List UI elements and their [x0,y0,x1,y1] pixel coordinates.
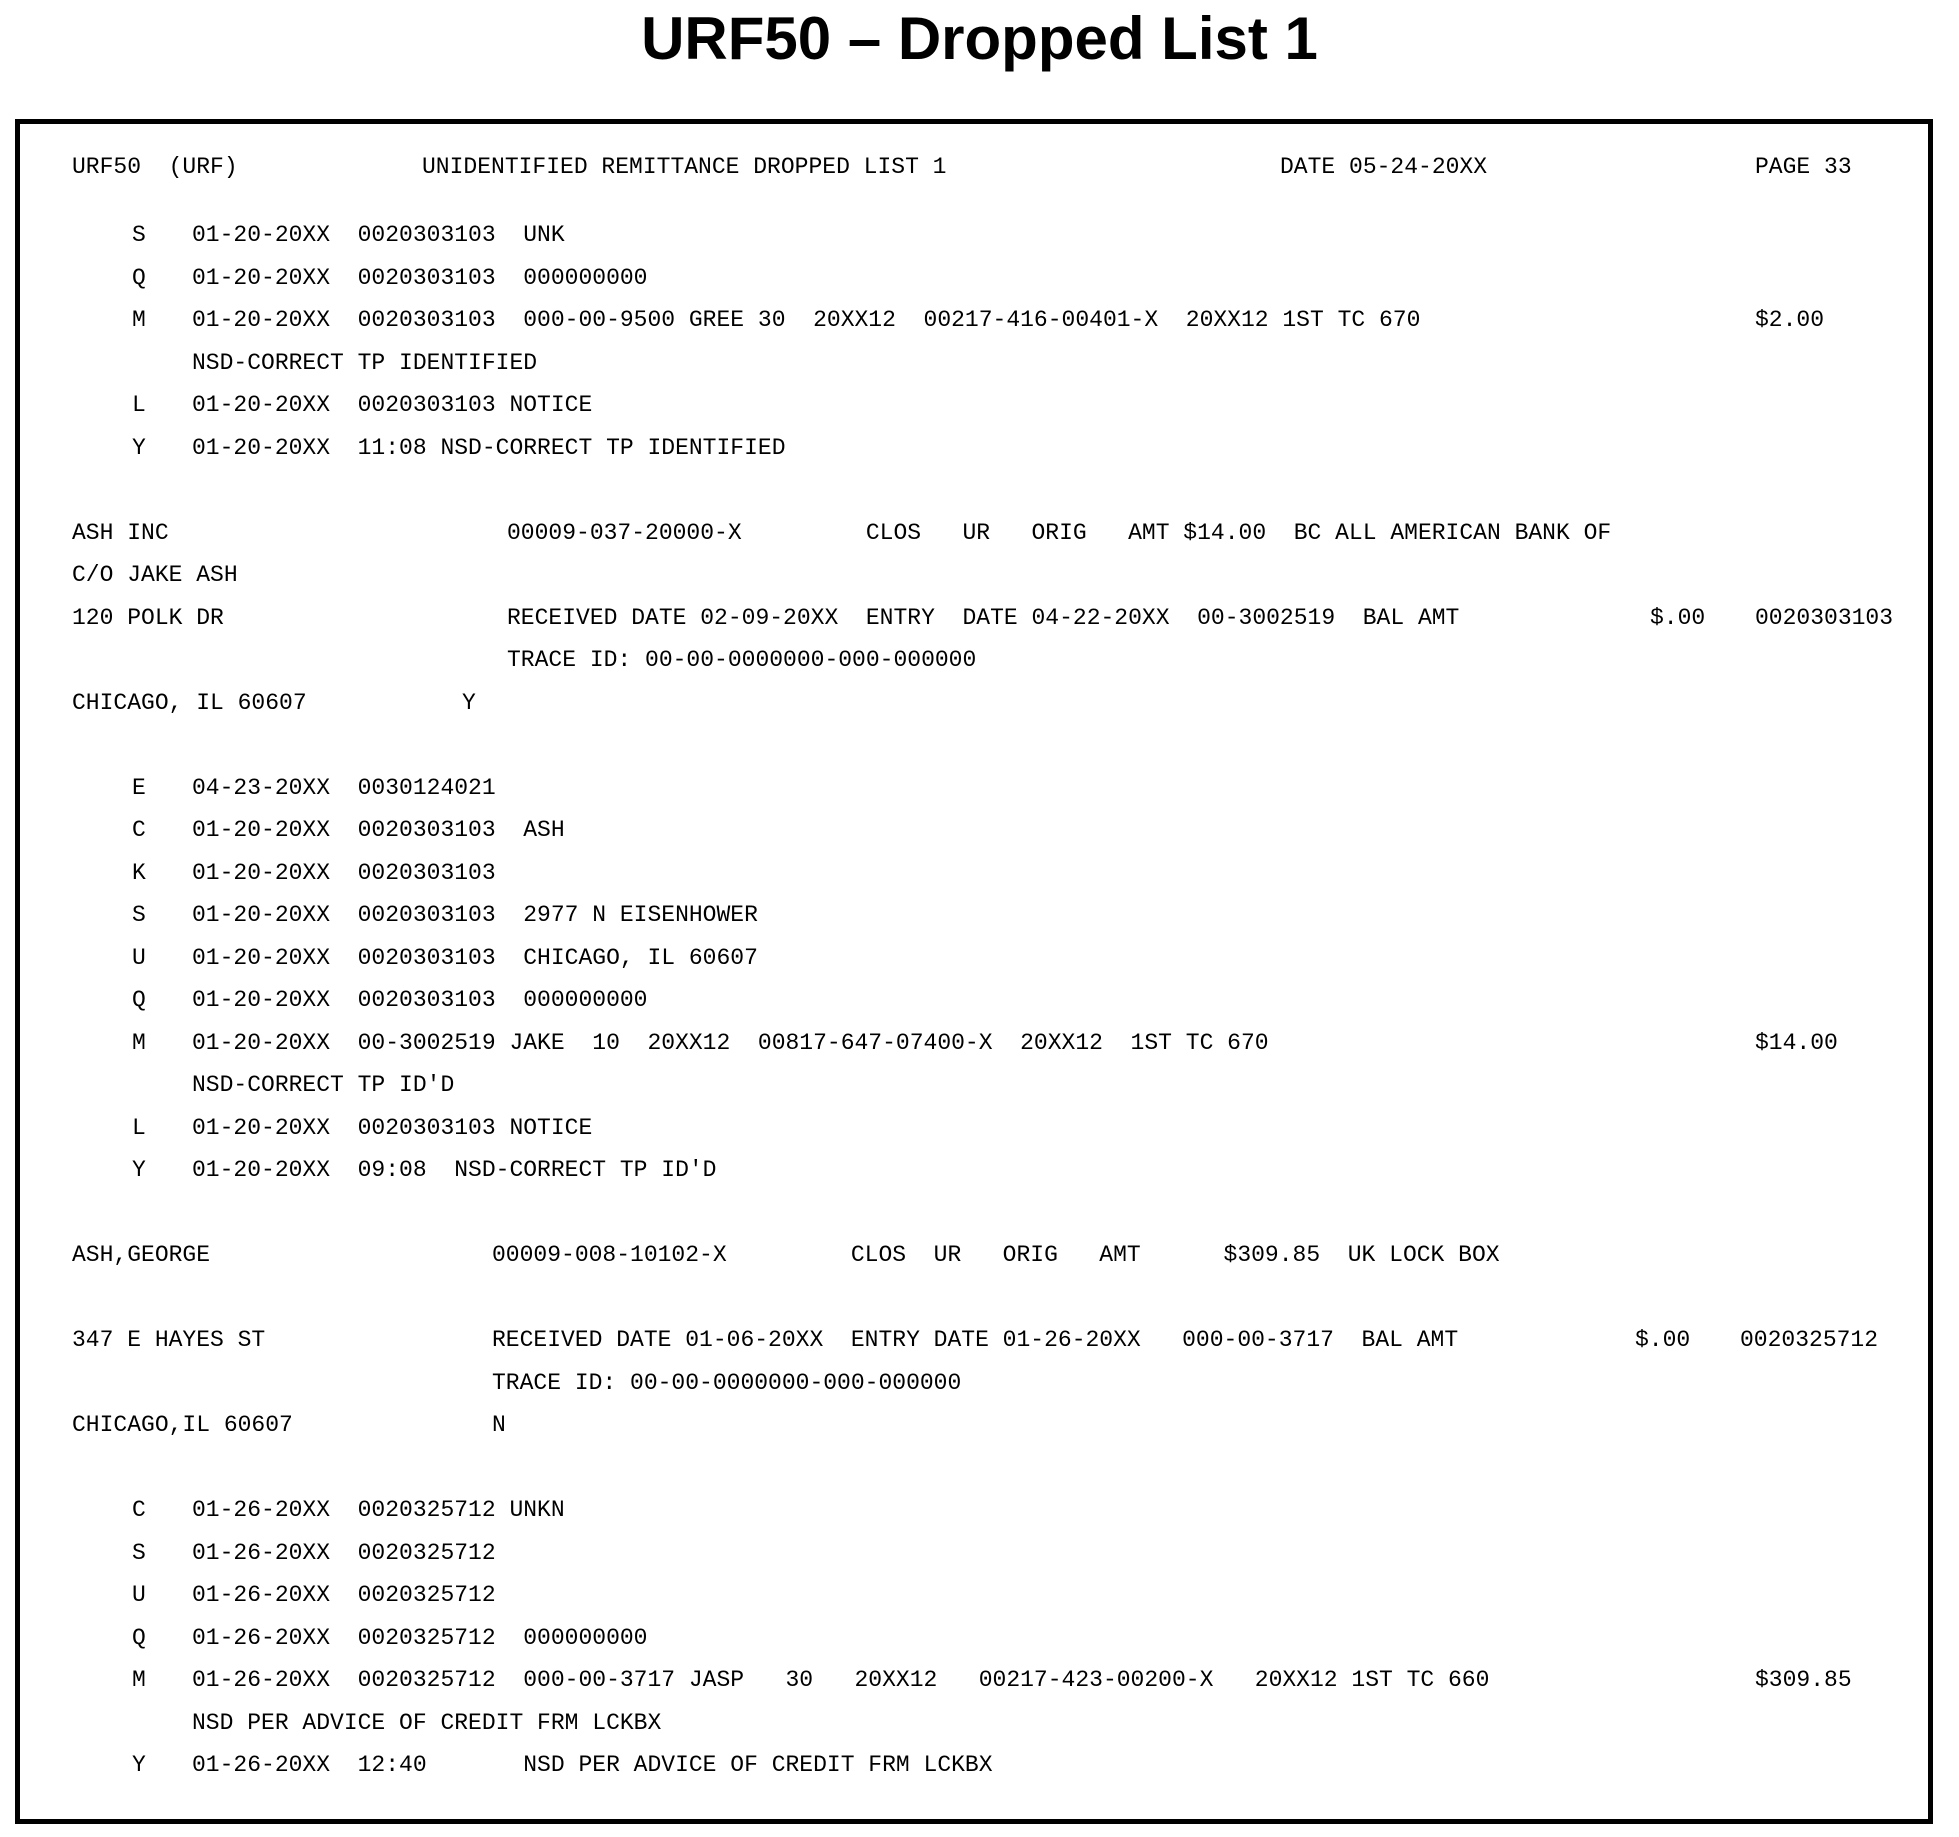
report-line [20,342,1928,384]
report-line [20,512,1928,554]
report-field: S [132,222,146,248]
report-field: 01-20-20XX 0020303103 CHICAGO, IL 60607 [192,944,758,971]
report-line [20,1404,1928,1446]
report-line [20,979,1928,1021]
report-line [20,767,1928,809]
report-field: 01-20-20XX 09:08 NSD-CORRECT TP ID'D [192,1157,717,1183]
report-field: Y [462,689,476,716]
report-field: 00009-037-20000-X CLOS UR ORIG AMT $14.00 BC ALL AMERICAN BANK OF [507,519,1612,546]
report-field: 01-26-20XX 0020325712 [192,1539,496,1566]
report-field: Y [132,1157,146,1183]
report-line [20,384,1928,426]
report-field: Q [132,264,146,291]
report-field: M [132,307,146,333]
report-field: 0020325712 [1740,1327,1879,1353]
report-line [20,1532,1928,1574]
report-field: CHICAGO,IL 60607 [72,1412,293,1438]
report-field: Y [132,1752,146,1778]
report-field: 120 POLK DR [72,604,224,631]
report-field: ASH INC [72,519,169,546]
report-field: L [132,1114,146,1141]
report-line [20,554,1928,596]
report-line [20,1362,1928,1404]
report-line [20,1744,1928,1786]
report-line [20,427,1928,469]
report-field: E [132,774,146,801]
report-lines [20,124,1928,1819]
report-field: 01-20-20XX 11:08 NSD-CORRECT TP IDENTIFIED [192,434,786,461]
report-field: N [492,1412,506,1438]
report-field: 01-26-20XX 0020325712 000000000 [192,1624,648,1651]
report-field: U [132,944,146,971]
report-line [20,1319,1928,1361]
report-field: NSD-CORRECT TP IDENTIFIED [192,349,538,376]
report-field: K [132,859,146,886]
report-line [20,1617,1928,1659]
report-field: 01-26-20XX 0020325712 000-00-3717 JASP 30 20XX12 00217-423-00200-X 20XX12 1ST TC 660 [192,1667,1490,1693]
report-field: 01-20-20XX 0020303103 ASH [192,817,565,843]
report-line [20,937,1928,979]
report-field: 01-26-20XX 0020325712 UNKN [192,1497,565,1523]
report-field: 01-20-20XX 0020303103 NOTICE [192,1114,593,1141]
report-line [20,1489,1928,1531]
report-line [20,639,1928,681]
report-field: TRACE ID: 00-00-0000000-000-000000 [507,647,977,673]
report-field: NSD-CORRECT TP ID'D [192,1072,455,1098]
report-field: C [132,1497,146,1523]
report-field: ASH,GEORGE [72,1242,211,1268]
report-line [20,1234,1928,1276]
page-title: URF50 – Dropped List 1 [641,5,1318,72]
report-line [20,1107,1928,1149]
report-field: M [132,1667,146,1693]
report-field: C/O JAKE ASH [72,562,238,588]
report-field: RECEIVED DATE 01-06-20XX ENTRY DATE 01-26-20XX 000-00-3717 BAL AMT [492,1327,1459,1353]
report-line [20,1149,1928,1191]
report-field: CHICAGO, IL 60607 [72,689,307,716]
report-line [20,257,1928,299]
report-field: RECEIVED DATE 02-09-20XX ENTRY DATE 04-22-20XX 00-3002519 BAL AMT [507,604,1460,631]
report-line [20,1064,1928,1106]
report-line [20,299,1928,341]
report-field: 01-26-20XX 0020325712 [192,1582,496,1608]
report-line [20,1022,1928,1064]
report-field: $2.00 [1755,307,1825,333]
report-field: 01-20-20XX 00-3002519 JAKE 10 20XX12 00817-647-07400-X 20XX12 1ST TC 670 [192,1029,1269,1056]
report-field: DATE 05-24-20XX [1280,154,1488,180]
report-field: Q [132,987,146,1013]
report-field: 01-20-20XX 0020303103 [192,859,496,886]
report-field: S [132,1539,146,1566]
report-field: 01-20-20XX 0020303103 NOTICE [192,392,593,418]
report-field: M [132,1029,146,1056]
report-line [20,682,1928,724]
report-field: 01-20-20XX 0020303103 000000000 [192,987,648,1013]
report-line [20,1659,1928,1701]
report-frame [15,119,1933,1824]
report-line [20,809,1928,851]
report-field: URF50 (URF) [72,154,238,180]
report-field: 347 E HAYES ST [72,1327,266,1353]
report-field: 00009-008-10102-X CLOS UR ORIG AMT $309.85 UK LOCK BOX [492,1242,1500,1268]
report-field: C [132,817,146,843]
report-line [20,214,1928,256]
report-field: 01-20-20XX 0020303103 2977 N EISENHOWER [192,902,758,928]
report-field: TRACE ID: 00-00-0000000-000-000000 [492,1369,962,1396]
report-line [20,852,1928,894]
report-field: U [132,1582,146,1608]
report-field: $.00 [1635,1327,1691,1353]
report-line [20,1702,1928,1744]
report-line [20,1574,1928,1616]
report-field: S [132,902,146,928]
report-header-line [20,146,1928,188]
report-field: NSD PER ADVICE OF CREDIT FRM LCKBX [192,1709,662,1736]
report-field: L [132,392,146,418]
report-field: $14.00 [1755,1029,1838,1056]
report-field: 01-20-20XX 0020303103 000-00-9500 GREE 30 20XX12 00217-416-00401-X 20XX12 1ST TC 670 [192,307,1421,333]
report-field: $.00 [1650,604,1706,631]
report-field: Y [132,434,146,461]
report-field: $309.85 [1755,1667,1852,1693]
report-field: 01-26-20XX 12:40 NSD PER ADVICE OF CREDIT FRM LCKBX [192,1752,993,1778]
report-field: 01-20-20XX 0020303103 000000000 [192,264,648,291]
report-field: PAGE 33 [1755,154,1852,180]
report-line [20,894,1928,936]
report-line [20,597,1928,639]
report-field: 04-23-20XX 0030124021 [192,774,496,801]
report-field: UNIDENTIFIED REMITTANCE DROPPED LIST 1 [422,154,947,180]
report-field: Q [132,1624,146,1651]
report-field: 0020303103 [1755,604,1894,631]
report-field: 01-20-20XX 0020303103 UNK [192,222,565,248]
